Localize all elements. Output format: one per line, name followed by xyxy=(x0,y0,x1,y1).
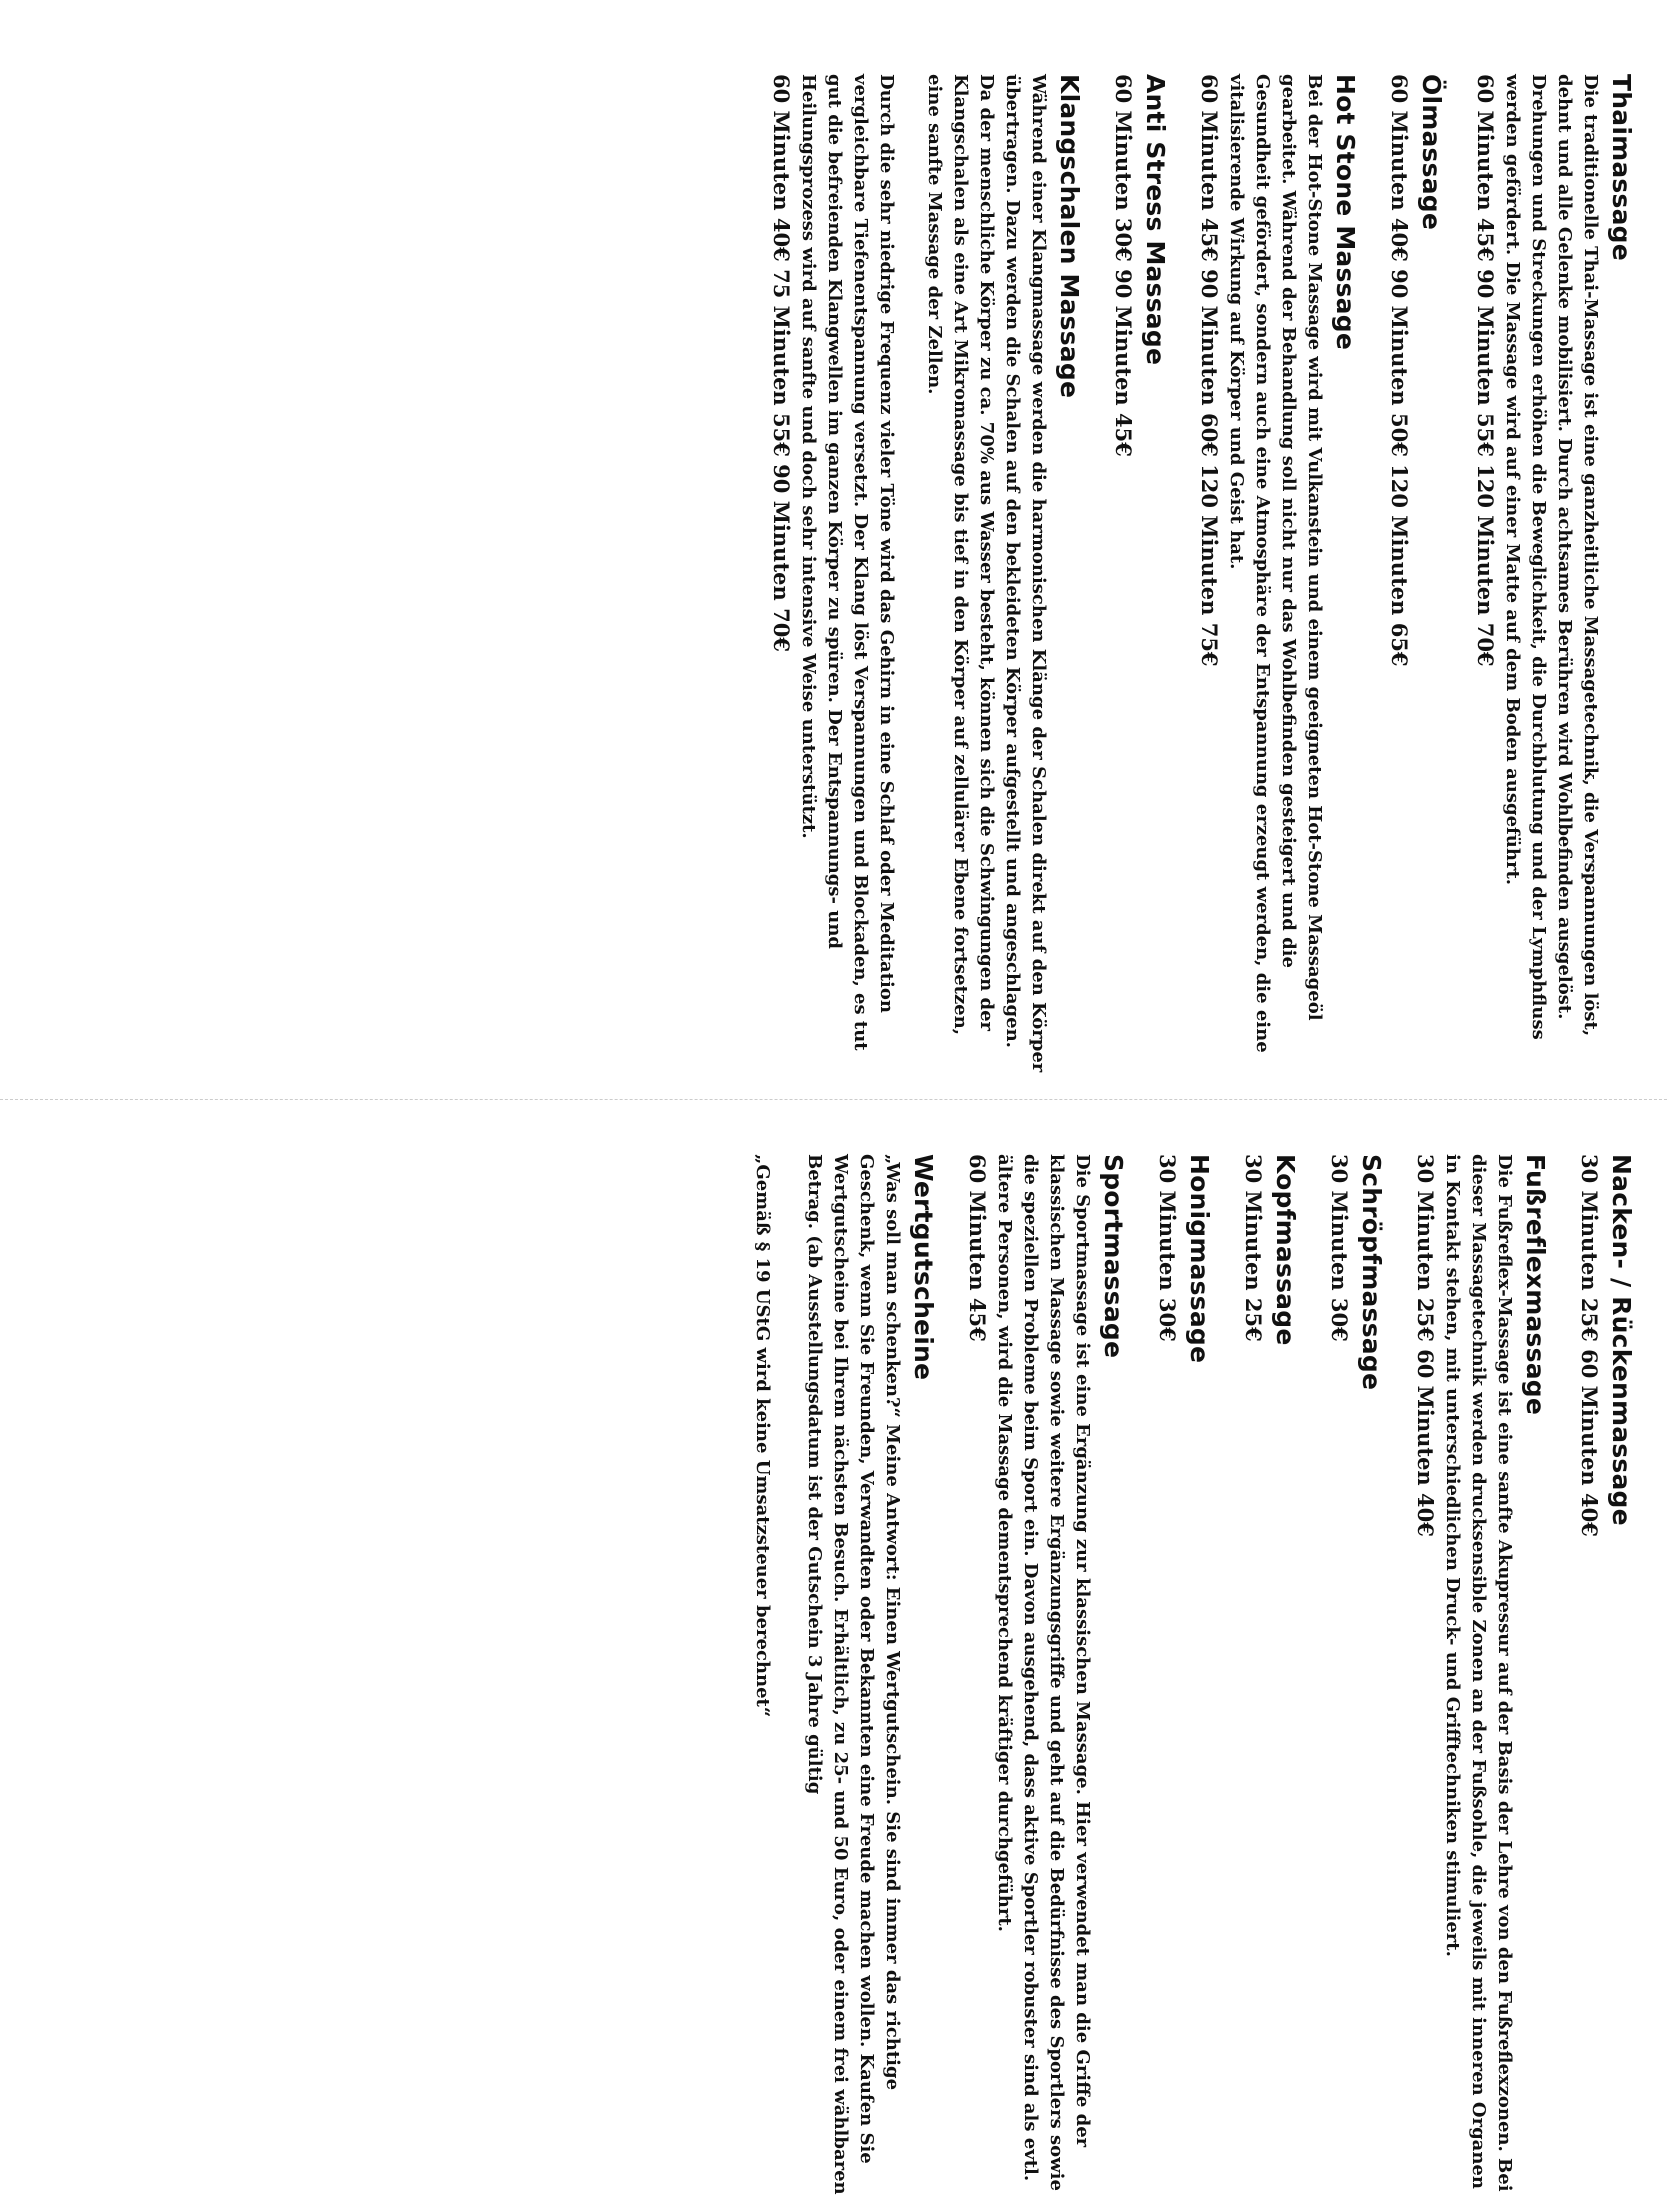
schroepf-heading: Schröpfmassage xyxy=(1357,1154,1386,1391)
klangschalen-prices: 60 Minuten 40€ 75 Minuten 55€ 90 Minuten 70€ xyxy=(769,74,794,652)
anti-stress-prices: 60 Minuten 30€ 90 Minuten 45€ xyxy=(1111,74,1136,457)
gutscheine-heading: Wertgutscheine xyxy=(909,1154,938,1381)
section-fussreflexmassage xyxy=(1411,1154,1551,2200)
section-kopfmassage xyxy=(1239,1154,1301,2200)
hot-stone-heading: Hot Stone Massage xyxy=(1331,74,1360,350)
kopf-prices: 30 Minuten 25€ xyxy=(1241,1154,1266,1342)
section-anti-stress-massage xyxy=(1109,74,1171,1076)
tax-footnote: „Gemäß § 19 UStG wird keine Umsatzsteuer berechnet“ xyxy=(752,1154,773,1718)
right-panel xyxy=(0,1100,1667,2200)
section-nacken-rueckenmassage xyxy=(1575,1154,1637,2200)
section-wertgutscheine xyxy=(801,1154,939,2200)
hot-stone-text: Bei der Hot-Stone Massage wird mit Vulkanstein und einem geeigneten Hot-Stone Massageöl gearbeitet. Während der Behandlung soll nicht nur das Wohlbefinden gesteigert und die Gesundheit gefördert, sondern auch eine Atmosphäre der Entspannung erzeugt werden, die eine vitalisierende Wirkung auf Körper und Geist hat. xyxy=(1226,74,1325,1053)
section-oelmassage xyxy=(1385,74,1447,1076)
hot-stone-prices: 60 Minuten 45€ 90 Minuten 60€ 120 Minuten 75€ xyxy=(1197,74,1222,667)
section-sportmassage xyxy=(963,1154,1129,2200)
honig-heading: Honigmassage xyxy=(1185,1154,1214,1364)
klangschalen-text-1: Während einer Klangmassage werden die harmonischen Klänge der Schalen direkt auf den Körper übertragen. Dazu werden die Schalen auf den bekleideten Körper aufgestellt und angeschlagen. Da der menschliche Körper zu ca. 70% aus Wasser besteht, können sich die Schwingungen der Klangschalen als eine Art Mikromassage bis tief in den Körper auf zellulärer Ebene fortsetzen, eine sanfte Massage der Zellen. xyxy=(924,74,1049,1073)
anti-stress-heading: Anti Stress Massage xyxy=(1141,74,1170,366)
honig-prices: 30 Minuten 30€ xyxy=(1155,1154,1180,1342)
kopf-heading: Kopfmassage xyxy=(1271,1154,1300,1346)
sport-heading: Sportmassage xyxy=(1099,1154,1128,1359)
thaimassage-heading: Thaimassage xyxy=(1607,74,1636,261)
klangschalen-text-2: Durch die sehr niedrige Frequenz vieler Töne wird das Gehirn in eine Schlaf oder Meditation vergleichbare Tiefenentspannung versetzt. Der Klang löst Verspannungen und Blockaden, es tut gut die befreienden Klangwellen im ganzen Körper zu spüren. Der Entspannungs- und Heilungsprozess wird auf sanfte und doch sehr intensive Weise unterstützt. xyxy=(798,74,897,1051)
klangschalen-heading: Klangschalen Massage xyxy=(1055,74,1084,399)
section-schroepfmassage xyxy=(1325,1154,1387,2200)
fussreflex-prices: 30 Minuten 25€ 60 Minuten 40€ xyxy=(1413,1154,1438,1537)
nacken-prices: 30 Minuten 25€ 60 Minuten 40€ xyxy=(1577,1154,1602,1537)
sport-prices: 60 Minuten 45€ xyxy=(965,1154,990,1342)
oelmassage-heading: Ölmassage xyxy=(1417,74,1446,231)
section-klangschalen-massage xyxy=(767,74,1085,1076)
fussreflex-heading: Fußreflexmassage xyxy=(1521,1154,1550,1416)
section-honigmassage xyxy=(1153,1154,1215,2200)
sport-text: Die Sportmassage ist eine Ergänzung zur klassischen Massage. Hier verwendet man die Griffe der klassischen Massage sowie weitere Ergänzungsgriffe und geht auf die Bedürfnisse des Sportlers sowie die speziellen Probleme beim Sport ein. Davon ausgehend, dass aktive Sportler robuster sind als evtl. ältere Personen, wird die Massage dementsprechend kräftiger durchgeführt. xyxy=(994,1154,1093,2191)
thaimassage-prices: 60 Minuten 45€ 90 Minuten 55€ 120 Minuten 70€ xyxy=(1473,74,1498,667)
gutscheine-text: „Was soll man schenken?“ Meine Antwort: Einen Wertgutschein. Sie sind immer das richtige Geschenk, wenn Sie Freunden, Verwandten oder Bekannten eine Freude machen wollen. Kaufen Sie Wertgutscheine bei Ihrem nächsten Besuch. Erhältlich, zu 25- und 50 Euro, oder einem frei wählbaren Betrag. (ab Ausstellungsdatum ist der Gutschein 3 Jahre gültig xyxy=(804,1154,903,2195)
oelmassage-prices: 60 Minuten 40€ 90 Minuten 50€ 120 Minuten 65€ xyxy=(1387,74,1412,667)
fussreflex-text: Die Fußreflex-Massage ist eine sanfte Akupressur auf der Basis der Lehre von den Fußreflexzonen. Bei dieser Massagetechnik werden drucksensible Zonen an der Fußsohle, die jeweils mit inneren Organen in Kontakt stehen, mit unterschiedlichen Druck- und Grifftechniken stimuliert. xyxy=(1442,1154,1515,2192)
section-thaimassage xyxy=(1471,74,1637,1076)
schroepf-prices: 30 Minuten 30€ xyxy=(1327,1154,1352,1342)
thaimassage-text: Die traditionelle Thai-Massage ist eine ganzheitliche Massagetechnik, die Verspannungen löst, dehnt und alle Gelenke mobilisiert. Durch achtsames Berühren wird Wohlbefinden ausgelöst. Drehungen und Streckungen erhöhen die Beweglichkeit, die Durchblutung und der Lymphfluss werden gefördert. Die Massage wird auf einer Matte auf dem Boden ausgeführt. xyxy=(1502,74,1601,1040)
section-hot-stone-massage xyxy=(1195,74,1361,1076)
nacken-heading: Nacken- / Rückenmassage xyxy=(1607,1154,1636,1526)
